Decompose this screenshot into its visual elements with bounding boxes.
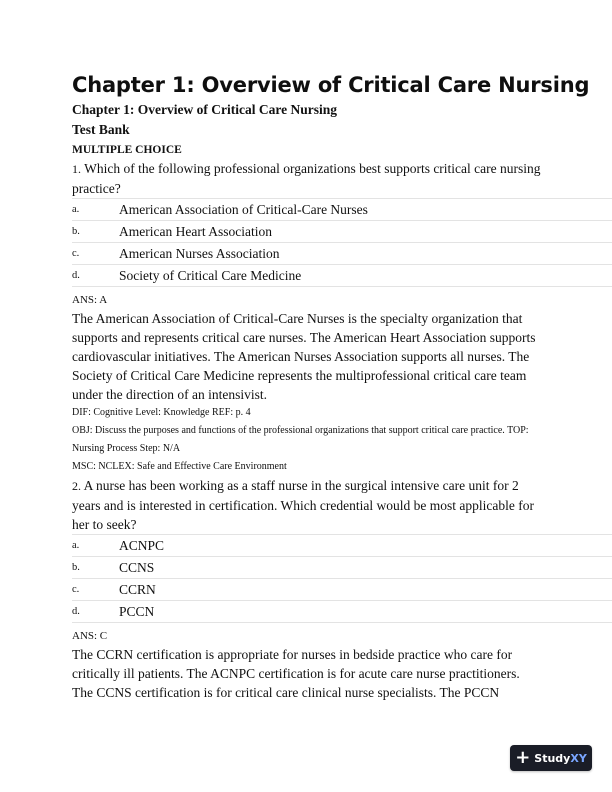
brand-accent: XY xyxy=(570,751,587,765)
choice-row xyxy=(72,578,612,600)
question-1-number: 1. xyxy=(72,162,81,176)
choice-letter: a. xyxy=(72,204,80,215)
question-1-text: Which of the following professional organizations best supports critical care nursing practice? xyxy=(72,161,541,196)
question-2-text: A nurse has been working as a staff nurse in the surgical intensive care unit for 2 years and is interested in certification. Which credential would be most applicable for her to seek? xyxy=(72,478,534,532)
choice-text: American Association of Critical-Care Nurses xyxy=(119,201,368,217)
question-2-answer: ANS: C xyxy=(72,630,108,642)
choice-row xyxy=(72,534,612,556)
choice-row xyxy=(72,198,612,220)
choice-text: ACNPC xyxy=(119,537,165,553)
question-2-rationale: The CCRN certification is appropriate for nurses in bedside practice who care for critically ill patients. The ACNPC certification is for acute care nurse practitioners. The CCNS certification is for critical care clinical nurse specialists. The PCCN xyxy=(72,647,520,700)
section-heading: MULTIPLE CHOICE xyxy=(72,144,182,156)
question-2-number: 2. xyxy=(72,479,81,493)
page-content xyxy=(72,72,612,702)
question-1-answer: ANS: A xyxy=(72,294,108,306)
choice-letter: d. xyxy=(72,270,80,281)
question-1-obj-top: OBJ: Discuss the purposes and functions of the professional organizations that support critical care practice. TOP: Nursing Process Step: N/A xyxy=(72,425,529,454)
choice-letter: a. xyxy=(72,540,80,551)
choice-text: CCRN xyxy=(119,581,156,597)
question-1-dif-ref: DIF: Cognitive Level: Knowledge REF: p. 4 xyxy=(72,407,251,418)
choice-row xyxy=(72,220,612,242)
choice-row xyxy=(72,242,612,264)
test-bank-heading: Test Bank xyxy=(72,122,130,137)
question-1-stem xyxy=(72,159,542,198)
choice-letter: c. xyxy=(72,584,80,595)
question-1-rationale: The American Association of Critical-Care Nurses is the specialty organization that supports and represents critical care nurses. The American Heart Association supports cardiovascular initiatives. The American Nurses Association supports all nurses. The Society of Critical Care Medicine represents the multiprofessional critical care team under the direction of an intensivist. xyxy=(72,311,536,402)
choice-text: American Heart Association xyxy=(119,223,272,239)
choice-text: PCCN xyxy=(119,603,155,619)
choice-text: American Nurses Association xyxy=(119,245,280,261)
question-2-choices xyxy=(72,534,612,623)
choice-row xyxy=(72,264,612,287)
plus-icon: + xyxy=(515,746,531,768)
choice-row xyxy=(72,556,612,578)
brand-main: Study xyxy=(534,751,571,765)
choice-row xyxy=(72,600,612,623)
question-1-msc: MSC: NCLEX: Safe and Effective Care Environment xyxy=(72,461,287,472)
chapter-subtitle: Chapter 1: Overview of Critical Care Nursing xyxy=(72,102,337,117)
choice-letter: b. xyxy=(72,226,80,237)
question-2-stem xyxy=(72,476,542,534)
brand-logo xyxy=(534,752,587,765)
choice-letter: c. xyxy=(72,248,80,259)
choice-text: Society of Critical Care Medicine xyxy=(119,267,302,283)
choice-letter: d. xyxy=(72,606,80,617)
choice-letter: b. xyxy=(72,562,80,573)
choice-text: CCNS xyxy=(119,559,155,575)
studyxy-badge[interactable] xyxy=(510,745,592,771)
main-title: Chapter 1: Overview of Critical Care Nursing xyxy=(72,73,590,97)
question-1-choices xyxy=(72,198,612,287)
